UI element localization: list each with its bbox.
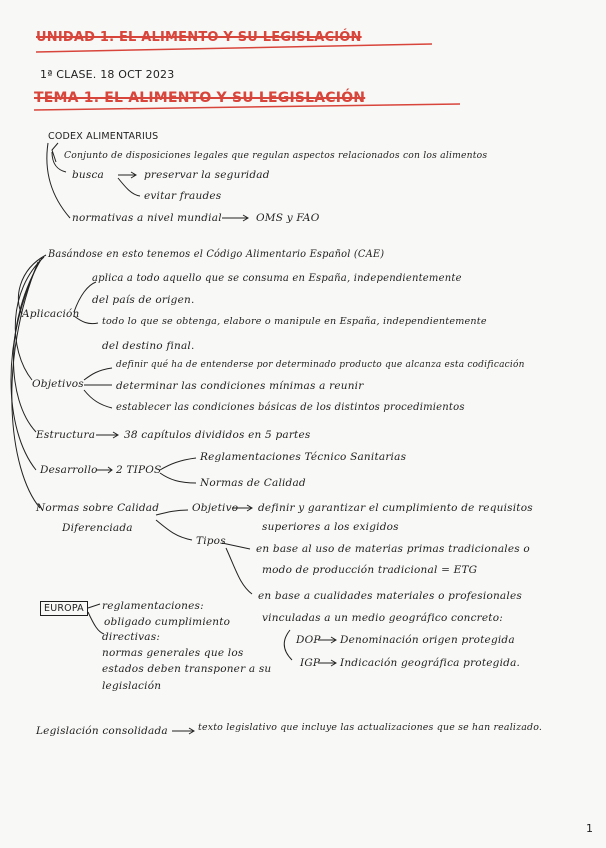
tipo-1a: en base al uso de materias primas tradicionales o — [256, 543, 530, 555]
codex-busca-2: evitar fraudes — [144, 190, 222, 202]
europa-l3: directivas: — [102, 631, 161, 643]
unit-title: UNIDAD 1. EL ALIMENTO Y SU LEGISLACIÓN — [36, 30, 362, 45]
objetivos-label: Objetivos — [32, 378, 84, 390]
codex-definition: Conjunto de disposiciones legales que regulan aspectos relacionados con los alimentos — [64, 150, 488, 161]
europa-l1: reglamentaciones: — [102, 600, 204, 612]
estructura-label: Estructura — [36, 429, 96, 441]
tipo-2a: en base a cualidades materiales o profesionales — [258, 590, 522, 602]
aplicacion-2a: todo lo que se obtenga, elabore o manipule en España, independientemente — [102, 316, 487, 327]
estructura-text: 38 capítulos divididos en 5 partes — [124, 429, 311, 441]
normas-label-1: Normas sobre Calidad — [36, 502, 160, 514]
codex-busca-1: preservar la seguridad — [144, 169, 270, 181]
normas-objetivo-a: definir y garantizar el cumplimiento de requisitos — [258, 502, 533, 514]
normas-objetivo-label: Objetivo — [192, 502, 239, 514]
aplicacion-label: Aplicación — [22, 308, 80, 320]
page-number: 1 — [586, 822, 594, 835]
class-date: 1ª CLASE. 18 OCT 2023 — [40, 68, 175, 81]
tipo-1b: modo de producción tradicional = ETG — [262, 564, 478, 576]
dop-desc: Denominación origen protegida — [340, 634, 515, 646]
desarrollo-2: Normas de Calidad — [200, 477, 306, 489]
tipo-2b: vinculadas a un medio geográfico concreto: — [262, 612, 503, 624]
aplicacion-1b: del país de origen. — [92, 294, 195, 306]
aplicacion-2b: del destino final. — [102, 340, 195, 352]
europa-l4: normas generales que los — [102, 647, 244, 659]
europa-label: EUROPA — [40, 601, 88, 616]
igp-label: IGP — [300, 657, 321, 669]
desarrollo-label: Desarrollo — [40, 464, 98, 476]
codex-normativas-target: OMS y FAO — [256, 212, 320, 224]
europa-l2: obligado cumplimiento — [104, 616, 231, 628]
igp-desc: Indicación geográfica protegida. — [340, 657, 521, 669]
legislacion-label: Legislación consolidada — [36, 725, 168, 737]
normas-tipos-label: Tipos — [196, 535, 226, 547]
normas-label-2: Diferenciada — [62, 522, 133, 534]
cae-based: Basándose en esto tenemos el Código Alimentario Español (CAE) — [48, 249, 385, 260]
codex-busca: busca — [72, 169, 105, 181]
dop-label: DOP — [296, 634, 321, 646]
topic-title: TEMA 1. EL ALIMENTO Y SU LEGISLACIÓN — [34, 90, 366, 106]
legislacion-text: texto legislativo que incluye las actualizaciones que se han realizado. — [198, 722, 543, 733]
normas-objetivo-b: superiores a los exigidos — [262, 521, 399, 533]
codex-title: CODEX ALIMENTARIUS — [48, 131, 159, 142]
europa-l5: estados deben transponer a su — [102, 663, 272, 675]
objetivo-1: definir qué ha de entenderse por determinado producto que alcanza esta codificación — [116, 360, 525, 370]
europa-l6: legislación — [102, 680, 162, 692]
desarrollo-1: Reglamentaciones Técnico Sanitarias — [200, 451, 407, 463]
objetivo-3: establecer las condiciones básicas de los distintos procedimientos — [116, 402, 465, 413]
desarrollo-tipos: 2 TIPOS — [116, 464, 162, 476]
codex-normativas: normativas a nivel mundial — [72, 212, 222, 224]
objetivo-2: determinar las condiciones mínimas a reunir — [116, 380, 364, 392]
aplicacion-1a: aplica a todo aquello que se consuma en España, independientemente — [92, 273, 462, 284]
